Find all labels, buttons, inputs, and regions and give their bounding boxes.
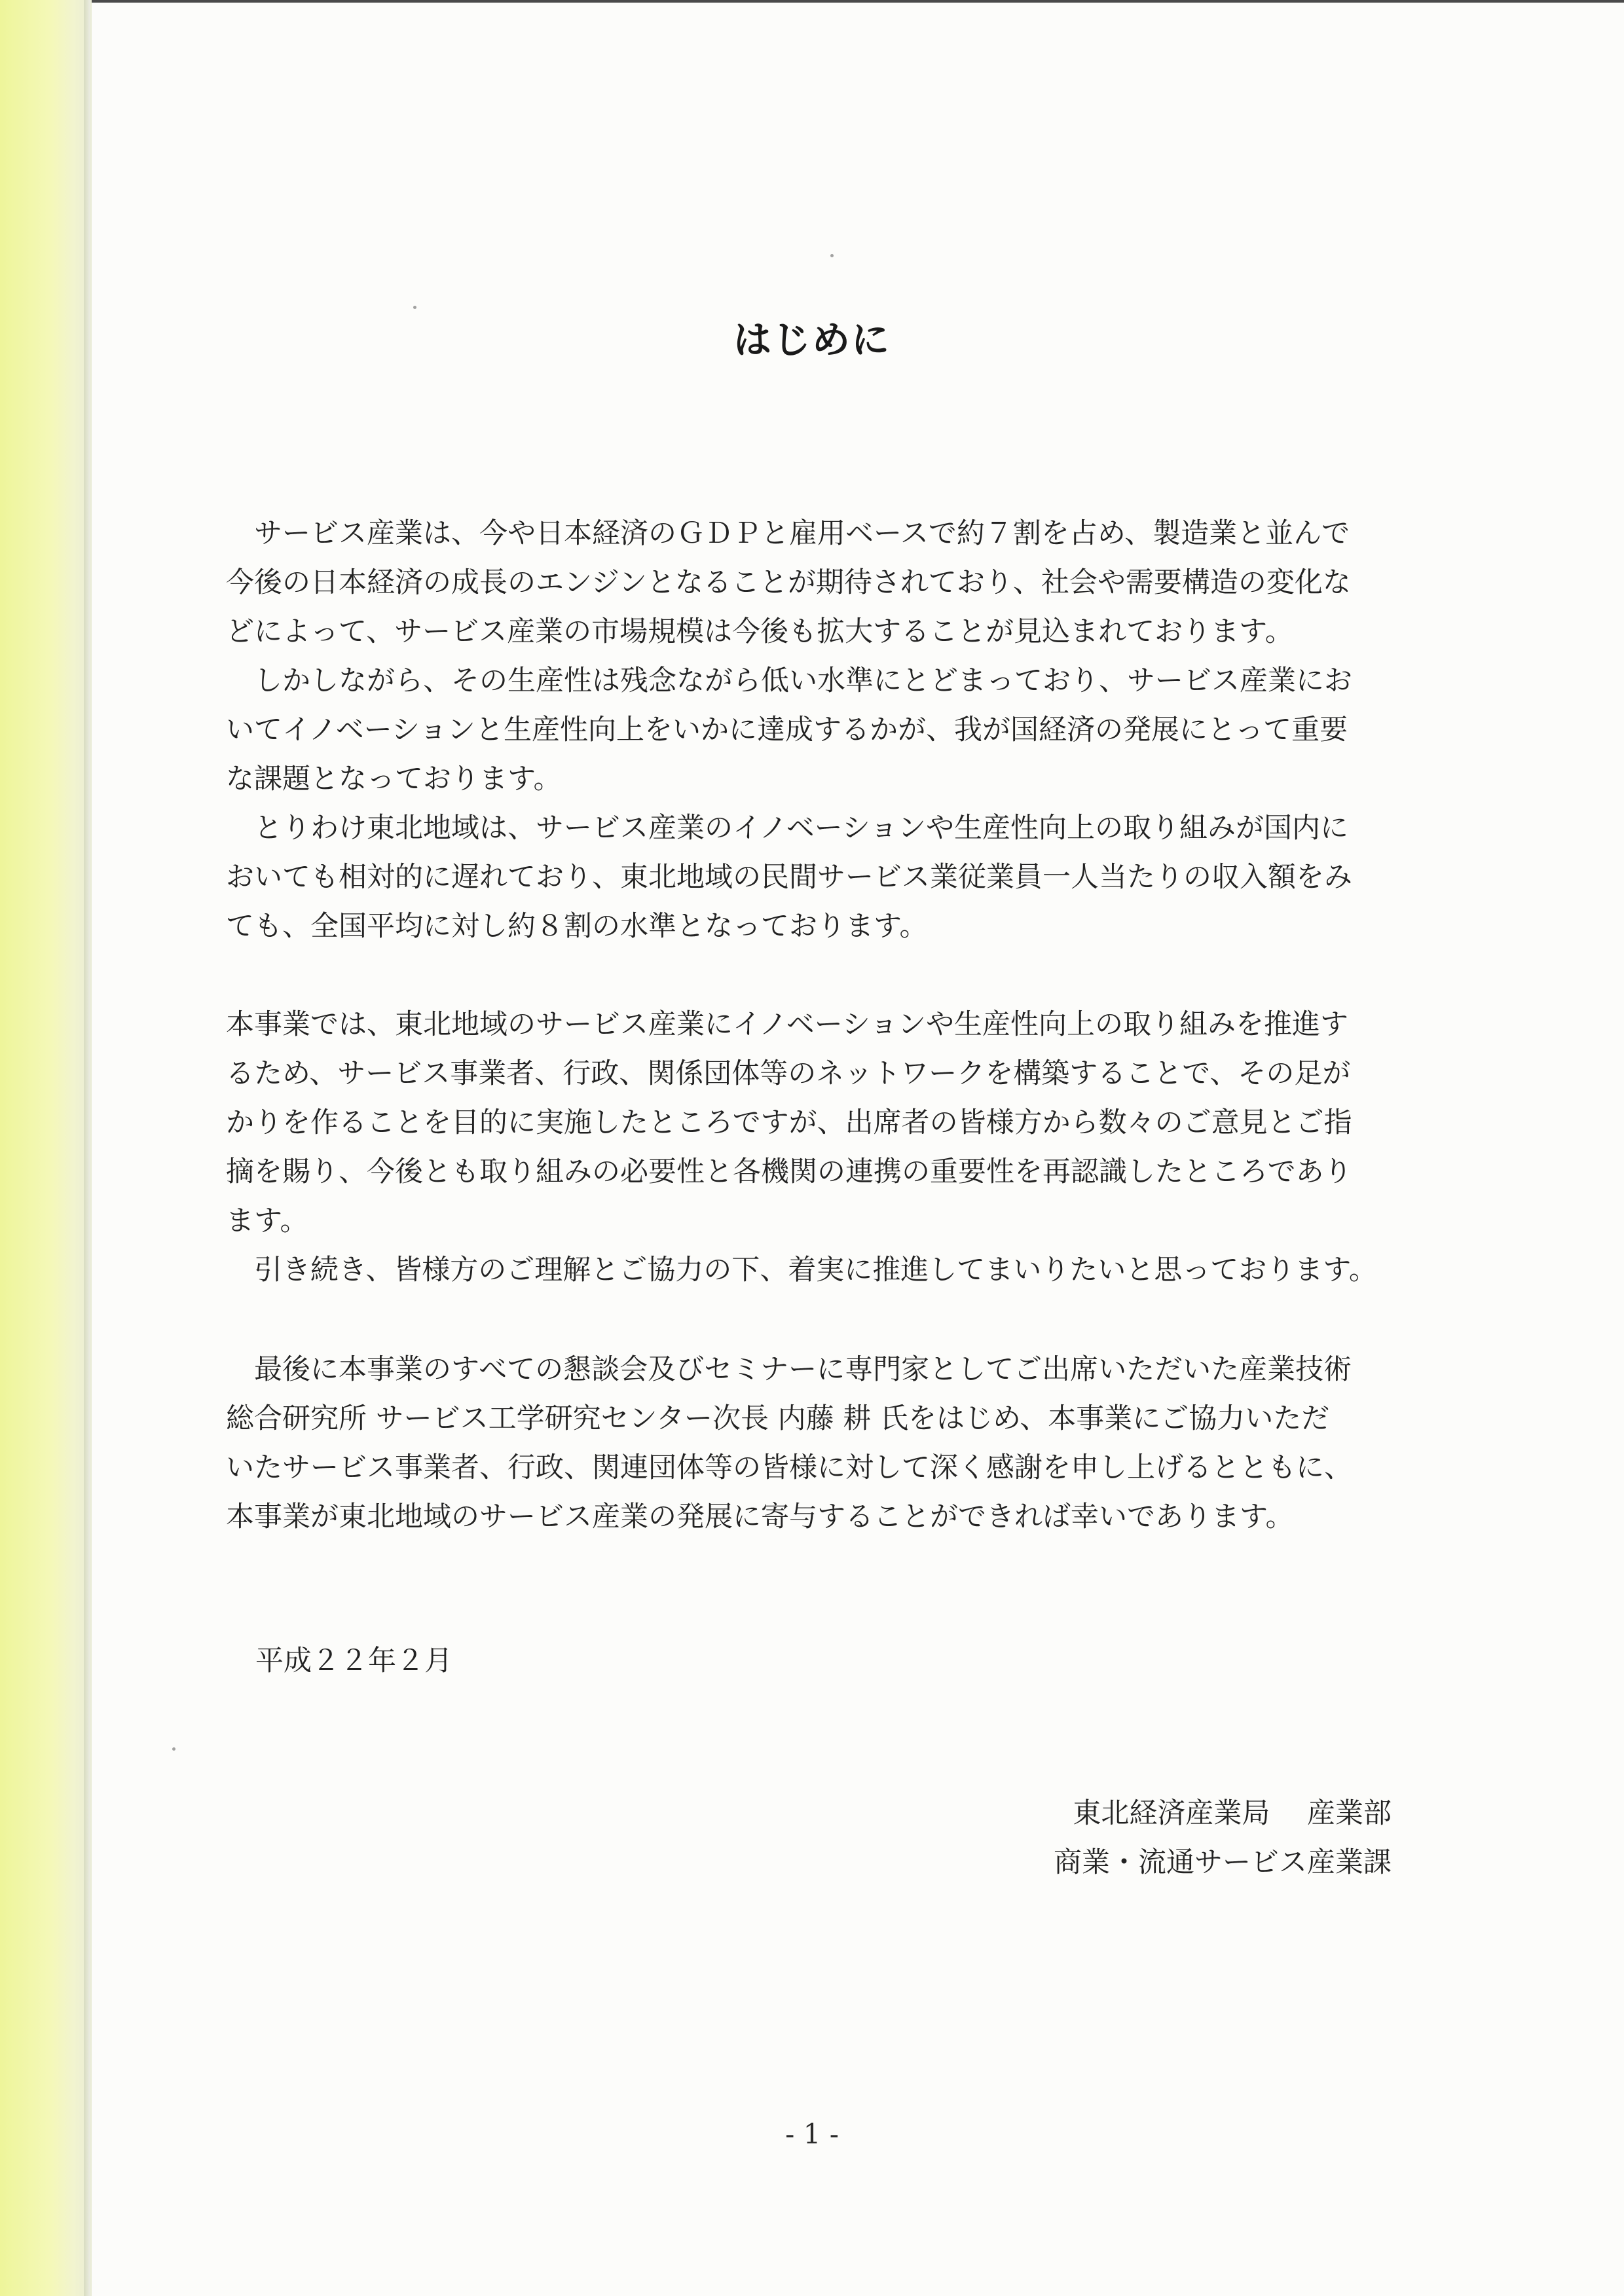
signature-department: 商業・流通サービス産業課 <box>1054 1846 1392 1879</box>
page-title: はじめに <box>733 317 891 362</box>
page-number: - 1 - <box>785 2118 839 2150</box>
body-section-project <box>226 1000 1392 1295</box>
signature-block <box>917 1789 1392 1887</box>
body-section-intro <box>226 509 1392 951</box>
scan-speck <box>830 254 834 257</box>
paragraph-acknowledgement: 最後に本事業のすべての懇談会及びセミナーに専門家としてご出席いただいた産業技術 総合研究所 サービス工学研究センター次長 内藤 耕 氏をはじめ、本事業にご協力いただ いたサービス事業者、行政、関連団体等の皆様に対して深く感謝を申し上げるとともに、 本事業が東北地域のサービス産業の発展に寄与することができれば幸いであります。 <box>226 1353 1352 1533</box>
paragraph-intro: サービス産業は、今や日本経済のＧＤＰと雇用ベースで約７割を占め、製造業と並んで 今後の日本経済の成長のエンジンとなることが期待されており、社会や需要構造の変化な どによって、サービス産業の市場規模は今後も拡大することが見込まれております。 しかしながら、その生産性は残念ながら低い水準にとどまっており、サービス産業にお いてイノベーションと生産性向上をいかに達成するかが、我が国経済の発展にとって重要 な課題となっております。 とりわけ東北地域は、サービス産業のイノベーションや生産性向上の取り組みが国内に おいても相対的に遅れており、東北地域の民間サービス業従業員一人当たりの収入額をみ ても、全国平均に対し約８割の水準となっております。 <box>226 517 1352 943</box>
body-section-acknowledgement <box>226 1345 1392 1542</box>
binding-edge <box>84 0 90 2296</box>
scan-speck <box>172 1747 175 1751</box>
scan-speck <box>413 306 416 309</box>
binding-strip <box>0 0 92 2296</box>
document-date: 平成２２年２月 <box>255 1645 452 1677</box>
signature-organization: 東北経済産業局 産業部 <box>1073 1797 1392 1830</box>
paragraph-project: 本事業では、東北地域のサービス産業にイノベーションや生産性向上の取り組みを推進す るため、サービス事業者、行政、関係団体等のネットワークを構築することで、その足が かりを作ることを目的に実施したところですが、出席者の皆様方から数々のご意見とご指 摘を賜り、今後とも取り組みの必要性と各機関の連携の重要性を再認識したところであり ます。 引き続き、皆様方のご理解とご協力の下、着実に推進してまいりたいと思っております。 <box>226 1008 1377 1286</box>
